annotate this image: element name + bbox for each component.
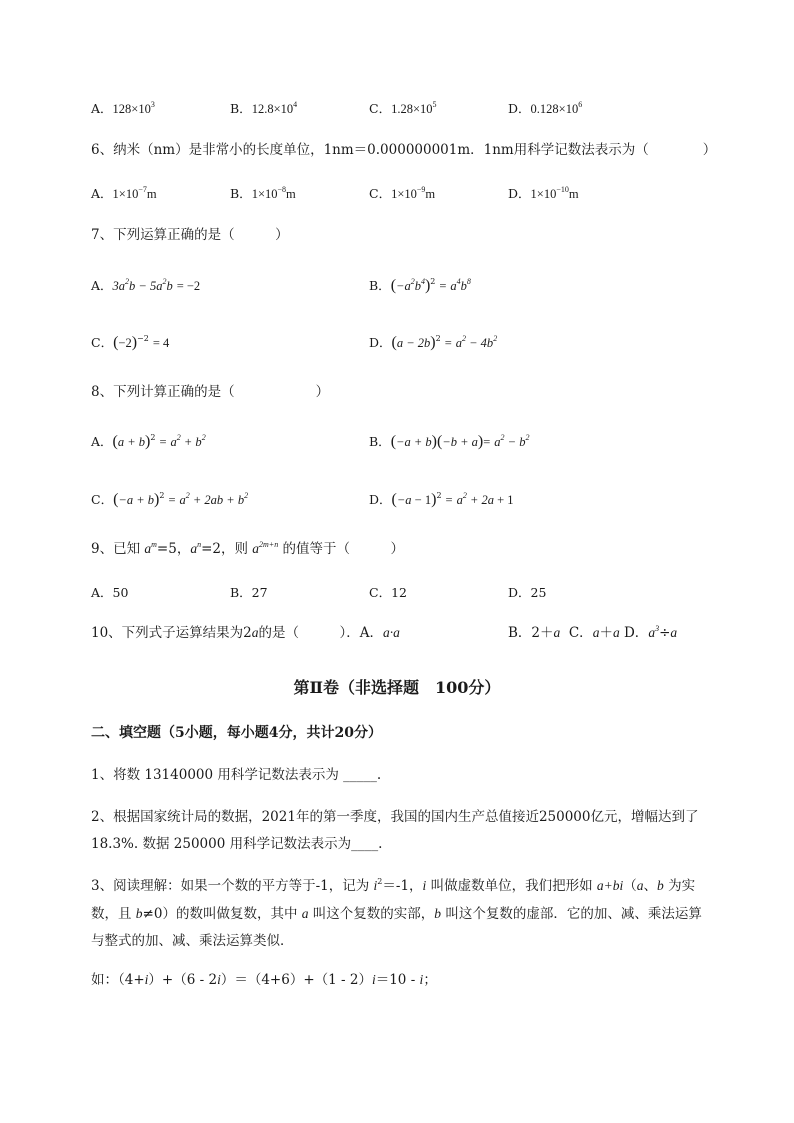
fill-question-3-example: 如：（4+i）+（6 - 2i）＝（4+6）+（1 - 2）i＝10 - i； bbox=[91, 972, 437, 988]
q8-option-b: B．$(-a + b)(-b + a)= a^2 - b^2$ bbox=[369, 433, 530, 450]
q5-option-a: A．$128\times 10^3$ bbox=[91, 100, 155, 116]
fill-question-2: 2、根据国家统计局的数据，2021年的第一季度，我国的国内生产总值接近250000亿元，增幅达到了18.3%. 数据 250000 用科学记数法表示为____. bbox=[91, 809, 699, 852]
q6-option-c: C．$1\times 10^{-9}m$ bbox=[369, 185, 436, 201]
q7-option-b: B．$(-a^2b^4)^2 = a^4b^8$ bbox=[369, 277, 471, 294]
q9-stem: 9、已知 $a^m=5$，$a^n=2$，则 $a^{2m+n}$ 的值等于（ ） bbox=[91, 540, 405, 557]
q10-stem: 10、下列式子运算结果为2a的是（ ）．A．a·a bbox=[91, 625, 400, 641]
q8-option-a: A．$(a + b)^2 = a^2 + b^2$ bbox=[91, 433, 206, 450]
q7-option-d: D．$(a - 2b)^2 = a^2 - 4b^2$ bbox=[369, 334, 498, 351]
q6-option-a: A．$1\times 10^{-7}m$ bbox=[91, 185, 157, 201]
q5-option-b: B．$12.8\times 10^4$ bbox=[230, 100, 298, 116]
q6-stem: 6、纳米（nm）是非常小的长度单位，1nm＝0.000000001m．1nm用科学记数法表示为（ ） bbox=[91, 142, 717, 158]
q9-option-c: C．12 bbox=[369, 585, 407, 600]
q9-option-b: B．27 bbox=[230, 585, 268, 600]
fill-question-3: 3、阅读理解：如果一个数的平方等于-1，记为 $i^2=-1$，i 叫做虚数单位，我们把形如 a+bi（a、b 为实数，且 b≠0）的数叫做复数，其中 a 叫这个复数的实部，b 叫这个复数的虚部．它的加、减、乘法运算与整式的加、减、乘法运算类似． bbox=[91, 877, 702, 949]
q6-option-d: D．$1\times 10^{-10}m$ bbox=[508, 185, 579, 201]
q8-option-c: C．$(-a + b)^2 = a^2 + 2ab + b^2$ bbox=[91, 491, 249, 508]
part2-title: 第Ⅱ卷（非选择题 100分） bbox=[293, 678, 501, 697]
fill-question-1: 1、将数 13140000 用科学记数法表示为 _____. bbox=[91, 767, 382, 783]
q7-stem: 7、下列运算正确的是（ ） bbox=[91, 227, 289, 243]
q5-option-c: C．$1.28\times 10^5$ bbox=[369, 100, 437, 116]
section2-header: 二、填空题（5小题，每小题4分，共计20分） bbox=[91, 725, 382, 741]
q10-options: B．2＋a C．a＋a D．$a^3\div a$ bbox=[508, 624, 678, 641]
q5-option-d: D．$0.128\times 10^6$ bbox=[508, 100, 583, 116]
q9-option-a: A．50 bbox=[91, 585, 129, 600]
q8-stem: 8、下列计算正确的是（ ） bbox=[91, 384, 330, 400]
q6-option-b: B．$1\times 10^{-8}m$ bbox=[230, 185, 296, 201]
q7-option-c: C．$(-2)^{-2} = 4$ bbox=[91, 334, 170, 351]
q9-option-d: D．25 bbox=[508, 585, 547, 600]
q8-option-d: D．$(-a - 1)^2 = a^2 + 2a + 1$ bbox=[369, 491, 514, 508]
q7-option-a: A．$3a^2b - 5a^2b = -2$ bbox=[91, 277, 201, 293]
